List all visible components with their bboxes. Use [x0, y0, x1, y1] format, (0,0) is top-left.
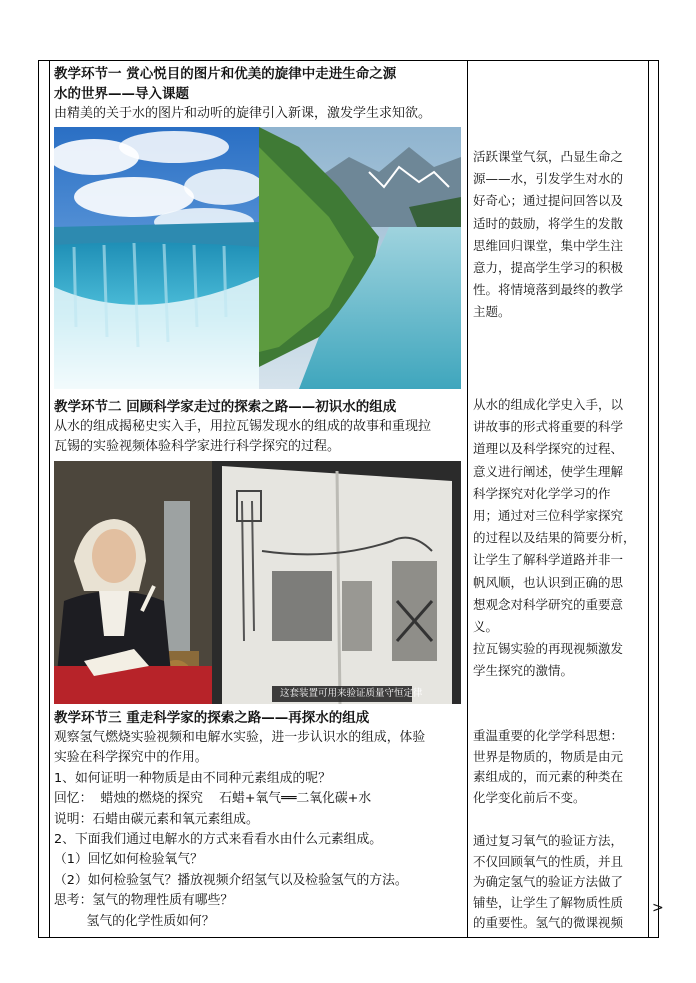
body-line: 实验在科学探究中的作用。 [54, 750, 208, 766]
section1-description: 由精美的关于水的图片和动听的旋律引入新课，激发学生求知欲。 [54, 106, 432, 121]
note-line: 活跃课堂气氛，凸显生命之 [473, 149, 624, 164]
note-line: 学生探究的激情。 [473, 663, 574, 679]
note-line: 适时的鼓励，将学生的发散 [473, 215, 624, 231]
apparatus-caption: 这套装置可用来验证质量守恒定律 [280, 688, 423, 699]
note-line: 讲故事的形式将重要的科学 [473, 419, 624, 435]
note-line: 好奇心；通过提问回答以及 [473, 193, 624, 209]
note-line: 源——水，引发学生对水的 [473, 171, 624, 187]
lake-mountain-image [259, 127, 461, 389]
table-border-right-outer [658, 60, 659, 938]
body-line: （1）回忆如何检验氧气？ [54, 852, 203, 868]
table-border-left [49, 60, 50, 938]
note-line: 道理以及科学探究的过程、 [473, 441, 624, 457]
note-line: 铺垫，让学生了解物质性质 [473, 894, 624, 910]
note-line: 化学变化前后不变。 [473, 789, 586, 805]
body-line: 1、如何证明一种物质是由不同种元素组成的呢？ [54, 770, 331, 786]
table-border-left-outer [38, 60, 39, 938]
waterfall-image [54, 127, 259, 389]
section1-title-line2: 水的世界——导入课题 [54, 86, 189, 102]
section2-note [473, 394, 648, 683]
body-line: （2）如何检验氢气？播放视频介绍氢气以及检验氢气的方法。 [54, 872, 408, 888]
note-line: 帆风顺，也认识到正确的思 [473, 574, 624, 590]
body-line: 思考：氢气的物理性质有哪些？ [54, 893, 234, 909]
section2-description-line1: 从水的组成揭秘史实入手，用拉瓦锡发现水的组成的故事和重现拉 [54, 419, 432, 434]
note-line: 的过程以及结果的简要分析， [473, 530, 636, 546]
note-line: 重温重要的化学学科思想： [473, 728, 624, 743]
body-line: 2、下面我们通过电解水的方式来看看水由什么元素组成。 [54, 832, 383, 848]
note-line: 世界是物质的，物质是由元 [473, 748, 624, 764]
note-line: 拉瓦锡实验的再现视频激发 [473, 641, 624, 657]
table-border-bottom [38, 937, 659, 938]
body-line: 氢气的化学性质如何？ [54, 913, 215, 929]
lavoisier-apparatus-image [212, 461, 461, 704]
note-line: 为确定氢气的验证方法做了 [473, 874, 624, 889]
table-divider [467, 60, 468, 938]
note-line: 从水的组成化学史入手，以 [473, 397, 624, 412]
body-line: 回忆： 蜡烛的燃烧的探究 石蜡+氧气══二氧化碳+水 [54, 791, 372, 807]
section3-note1 [473, 726, 648, 808]
section1-title-line1: 教学环节一 赏心悦目的图片和优美的旋律中走进生命之源 [54, 66, 397, 82]
section2-title: 教学环节二 回顾科学家走过的探索之路——初识水的组成 [54, 399, 397, 415]
body-line: 观察氢气燃烧实验视频和电解水实验，进一步认识水的组成，体验 [54, 730, 426, 745]
note-line: 意力，提高学生学习的积极 [473, 260, 624, 276]
note-line: 通过复习氧气的验证方法， [473, 833, 624, 848]
note-line: 性。将情境落到最终的教学 [473, 282, 624, 298]
note-line: 想观念对科学研究的重要意 [473, 596, 624, 612]
section1-note [473, 146, 648, 324]
note-line: 用；通过对三位科学家探究 [473, 508, 624, 524]
note-line: 让学生了解科学道路并非一 [473, 552, 624, 568]
next-page-arrow-icon[interactable]: > [652, 900, 664, 916]
section2-description-line2: 瓦锡的实验视频体验科学家进行科学探究的过程。 [54, 439, 341, 454]
body-line: 说明：石蜡由碳元素和氧元素组成。 [54, 811, 259, 827]
note-line: 主题。 [473, 304, 511, 320]
table-border-right [648, 60, 649, 938]
note-line: 义。 [473, 619, 499, 635]
section3-body [54, 728, 464, 932]
note-line: 科学探究对化学学习的作 [473, 485, 611, 501]
note-line: 的重要性。氢气的微课视频 [473, 915, 624, 930]
note-line: 意义进行阐述，使学生理解 [473, 463, 624, 479]
note-line: 不仅回顾氧气的性质，并且 [473, 853, 624, 869]
section3-note2 [473, 831, 648, 934]
lavoisier-portrait-image [54, 461, 212, 704]
note-line: 思维回归课堂，集中学生注 [473, 237, 624, 253]
section3-title: 教学环节三 重走科学家的探索之路——再探水的组成 [54, 710, 370, 726]
note-line: 素组成的，而元素的种类在 [473, 769, 624, 784]
table-border-top [38, 60, 659, 61]
